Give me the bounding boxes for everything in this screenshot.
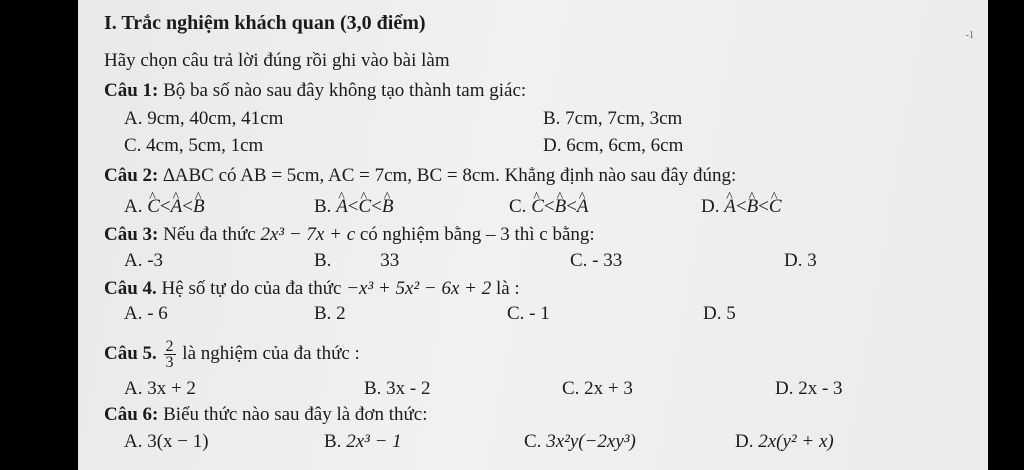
q2-option-b: B. ^ A<^ C<^ B bbox=[314, 196, 394, 218]
q2-a-angle-1: ^ C bbox=[147, 196, 160, 218]
q3-option-b bbox=[314, 250, 399, 272]
question-5 bbox=[104, 334, 360, 374]
q1-option-b: B. 7cm, 7cm, 3cm bbox=[543, 108, 683, 129]
q2-c-angle-2: ^ B bbox=[555, 196, 567, 218]
margin-mark: -1 bbox=[965, 30, 974, 41]
q4-expression: −x³ + 5x² − 6x + 2 bbox=[346, 278, 492, 299]
q6-d-letter: D. bbox=[735, 431, 754, 452]
q3-text-before: Nếu đa thức bbox=[163, 224, 256, 245]
q2-label: Câu 2: bbox=[104, 165, 159, 186]
question-2 bbox=[104, 165, 736, 187]
q2-c-angle-1: ^ C bbox=[531, 196, 544, 218]
q2-c-angle-3: ^ A bbox=[577, 196, 589, 218]
q2-option-a: A. ^ C<^ A<^ B bbox=[124, 196, 205, 218]
q5-fraction bbox=[164, 339, 176, 370]
q5-fraction-numerator: 2 bbox=[165, 338, 174, 356]
question-6 bbox=[104, 404, 428, 426]
q2-c-letter: C. bbox=[509, 196, 527, 217]
q2-d-letter: D. bbox=[701, 196, 720, 217]
section-title: I. Trắc nghiệm khách quan (3,0 điểm) bbox=[104, 12, 426, 34]
q5-option-a: A. 3x + 2 bbox=[124, 378, 196, 399]
q1-option-d: D. 6cm, 6cm, 6cm bbox=[543, 135, 684, 156]
q4-label: Câu 4. bbox=[104, 278, 157, 299]
q6-b-letter: B. bbox=[324, 431, 342, 452]
q6-option-a: A. 3(x − 1) bbox=[124, 431, 209, 452]
question-4 bbox=[104, 278, 520, 300]
q2-d-angle-3: ^ C bbox=[769, 196, 782, 218]
q6-option-c bbox=[524, 431, 636, 453]
q3-text-after: có nghiệm bằng – 3 thì c bằng: bbox=[359, 224, 595, 245]
exam-paper bbox=[78, 0, 988, 470]
q6-c-letter: C. bbox=[524, 431, 542, 452]
q3-b-value: 33 bbox=[380, 250, 400, 271]
q3-b-letter: B. bbox=[314, 250, 332, 271]
q6-option-b bbox=[324, 431, 402, 453]
q2-a-letter: A. bbox=[124, 196, 143, 217]
q4-text-after: là : bbox=[495, 278, 520, 299]
instruction: Hãy chọn câu trả lời đúng rồi ghi vào bài làm bbox=[104, 50, 450, 71]
q2-d-angle-1: ^ A bbox=[724, 196, 736, 218]
q5-text: là nghiệm của đa thức : bbox=[182, 343, 360, 364]
q6-text: Biểu thức nào sau đây là đơn thức: bbox=[163, 404, 428, 425]
q2-option-c: C. ^ C<^ B<^ A bbox=[509, 196, 589, 218]
q6-c-expression: 3x²y(−2xy³) bbox=[546, 431, 636, 452]
q2-a-angle-3: ^ B bbox=[193, 196, 205, 218]
q2-option-d: D. ^ A<^ B<^ C bbox=[701, 196, 782, 218]
q5-fraction-denominator: 3 bbox=[165, 354, 174, 372]
q4-text-before: Hệ số tự do của đa thức bbox=[161, 278, 342, 299]
q4-option-a: A. - 6 bbox=[124, 303, 168, 324]
q4-option-d: D. 5 bbox=[703, 303, 736, 324]
q3-option-c: C. - 33 bbox=[570, 250, 623, 271]
q6-b-expression: 2x³ − 1 bbox=[346, 431, 402, 452]
q2-d-angle-2: ^ B bbox=[747, 196, 759, 218]
q1-option-c: C. 4cm, 5cm, 1cm bbox=[124, 135, 264, 156]
q2-a-angle-2: ^ A bbox=[171, 196, 183, 218]
q5-option-d: D. 2x - 3 bbox=[775, 378, 843, 399]
q6-option-d bbox=[735, 431, 834, 453]
q3-expression: 2x³ − 7x + c bbox=[260, 224, 356, 245]
q1-text: Bộ ba số nào sau đây không tạo thành tam giác: bbox=[163, 80, 527, 101]
q2-text: ∆ABC có AB = 5cm, AC = 7cm, BC = 8cm. Khẳng định nào sau đây đúng: bbox=[163, 165, 737, 186]
q5-label: Câu 5. bbox=[104, 343, 157, 364]
q2-b-angle-1: ^ A bbox=[336, 196, 348, 218]
q3-label: Câu 3: bbox=[104, 224, 159, 245]
q2-b-angle-3: ^ B bbox=[382, 196, 394, 218]
q1-label: Câu 1: bbox=[104, 80, 159, 101]
question-3 bbox=[104, 224, 595, 246]
q5-option-b: B. 3x - 2 bbox=[364, 378, 431, 399]
q3-option-a: A. -3 bbox=[124, 250, 164, 271]
question-1 bbox=[104, 80, 526, 102]
q1-option-a: A. 9cm, 40cm, 41cm bbox=[124, 108, 284, 129]
q3-option-d: D. 3 bbox=[784, 250, 817, 271]
q6-d-expression: 2x(y² + x) bbox=[758, 431, 834, 452]
q4-option-c: C. - 1 bbox=[507, 303, 550, 324]
q2-b-letter: B. bbox=[314, 196, 332, 217]
q5-option-c: C. 2x + 3 bbox=[562, 378, 633, 399]
q6-label: Câu 6: bbox=[104, 404, 159, 425]
q2-b-angle-2: ^ C bbox=[359, 196, 372, 218]
q4-option-b: B. 2 bbox=[314, 303, 346, 324]
